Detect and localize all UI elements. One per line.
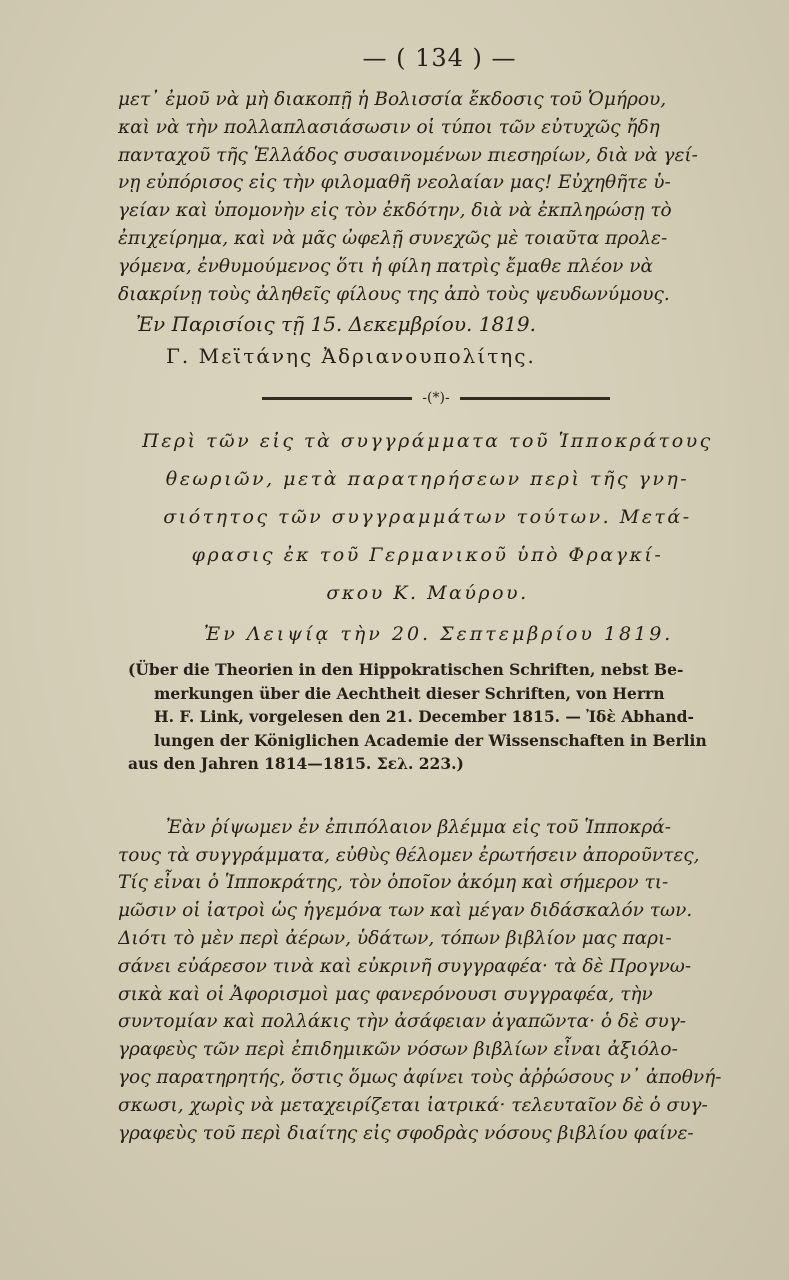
text-line: γος παρατηρητής, ὅστις ὅμως ἀφίνει τοὺς ἀῤῥώσους ν᾿ ἀποθνή- — [118, 1067, 722, 1089]
title-line: φρασις ἐκ τοῦ Γερμανικοῦ ὑπὸ Φραγκί- — [191, 544, 664, 567]
page-number-header: — ( 134 ) — — [362, 44, 517, 72]
article-title — [118, 422, 737, 612]
divider-rule-left — [262, 397, 412, 400]
author-signature: Γ. Μεϊτάνης Ἀδριανουπολίτης. — [166, 344, 536, 369]
text-line: σάνει εὐάρεσον τινὰ καὶ εὐκρινῆ συγγραφέα· τὰ δὲ Προγνω- — [118, 955, 692, 977]
text-line: διακρίνῃ τοὺς ἀληθεῖς φίλους της ἀπὸ τοὺς ψευδωνύμους. — [118, 283, 670, 305]
title-line: σιότητος τῶν συγγραμμάτων τούτων. Μετά- — [163, 506, 692, 529]
preface-paragraph — [118, 86, 761, 308]
title-line: σκου Κ. Μαύρου. — [326, 582, 529, 605]
divider-rule-right — [460, 397, 610, 400]
body-paragraph — [118, 814, 761, 1148]
text-line: Ἐὰν ῥίψωμεν ἐν ἐπιπόλαιον βλέμμα εἰς τοῦ Ἱπποκρά- — [166, 816, 672, 838]
text-line: σκωσι, χωρὶς νὰ μεταχειρίζεται ἰατρικά· τελευταῖον δὲ ὁ συγ- — [118, 1094, 708, 1116]
citation-line: merkungen über die Aechtheit dieser Schriften, von Herrn — [154, 683, 665, 703]
citation-line: aus den Jahren 1814—1815. Σελ. 223.) — [128, 754, 464, 774]
text-line: Διότι τὸ μὲν περὶ ἀέρων, ὑδάτων, τόπων βιβλίον μας παρι- — [118, 928, 672, 950]
citation-line: lungen der Königlichen Academie der Wissenschaften in Berlin — [154, 730, 707, 750]
text-line: γραφεὺς τοῦ περὶ διαίτης εἰς σφοδρὰς νόσους βιβλίου φαίνε- — [118, 1122, 694, 1144]
text-line: γραφεὺς τῶν περὶ ἐπιδημικῶν νόσων βιβλίων εἶναι ἀξιόλο- — [118, 1039, 678, 1061]
title-line: θεωριῶν, μετὰ παρατηρήσεων περὶ τῆς γνη- — [165, 468, 690, 491]
german-citation — [128, 658, 788, 776]
text-line: μετ᾿ ἐμοῦ νὰ μὴ διακοπῇ ἡ Βολισσία ἔκδοσις τοῦ Ὁμήρου, — [118, 89, 667, 110]
text-line: σικὰ καὶ οἱ Ἀφορισμοὶ μας φανερόνουσι συγγραφέα, τὴν — [118, 983, 653, 1005]
citation-line: (Über die Theorien in den Hippokratischen Schriften, nebst Be- — [128, 660, 684, 680]
text-line: γείαν καὶ ὑπομονὴν εἰς τὸν ἐκδότην, διὰ νὰ ἐκπληρώσῃ τὸ — [118, 200, 672, 222]
text-line: νῃ εὐπόρισος εἰς τὴν φιλομαθῆ νεολαίαν μας! Εὐχηθῆτε ὑ- — [118, 172, 671, 194]
text-line: μῶσιν οἱ ἰατροὶ ὡς ἡγεμόνα των καὶ μέγαν διδάσκαλόν των. — [118, 900, 693, 922]
text-line: γόμενα, ἐνθυμούμενος ὅτι ἡ φίλη πατρὶς ἔμαθε πλέον νὰ — [118, 255, 654, 277]
divider-ornament: -(*)- — [422, 390, 450, 407]
text-line: ἐπιχείρημα, καὶ νὰ μᾶς ὠφελῇ συνεχῶς μὲ τοιαῦτα προλε- — [118, 227, 668, 249]
dateline: Ἐν Παρισίοις τῇ 15. Δεκεμβρίου. 1819. — [136, 312, 536, 337]
title-line: Περὶ τῶν εἰς τὰ συγγράμματα τοῦ Ἱπποκράτους — [142, 430, 713, 453]
section-divider — [186, 390, 686, 406]
text-line: Τίς εἶναι ὁ Ἱπποκράτης, τὸν ὁποῖον ἀκόμη καὶ σήμερον τι- — [118, 872, 669, 894]
text-line: καὶ νὰ τὴν πολλαπλασιάσωσιν οἱ τύποι τῶν εὐτυχῶς ἤδη — [118, 116, 660, 138]
text-line: πανταχοῦ τῆς Ἑλλάδος συσαινομένων πιεσηρίων, διὰ νὰ γεί- — [118, 144, 698, 166]
citation-line: H. F. Link, vorgelesen den 21. December 1815. — Ἰδὲ Abhand- — [154, 707, 694, 727]
text-line: συντομίαν καὶ πολλάκις τὴν ἀσάφειαν ἀγαπῶντα· ὁ δὲ συγ- — [118, 1011, 686, 1033]
text-line: τους τὰ συγγράμματα, εὐθὺς θέλομεν ἐρωτήσειν ἀποροῦντες, — [118, 844, 700, 866]
article-date: Ἐν Λειψίᾳ τὴν 20. Σεπτεμβρίου 1819. — [204, 623, 674, 646]
